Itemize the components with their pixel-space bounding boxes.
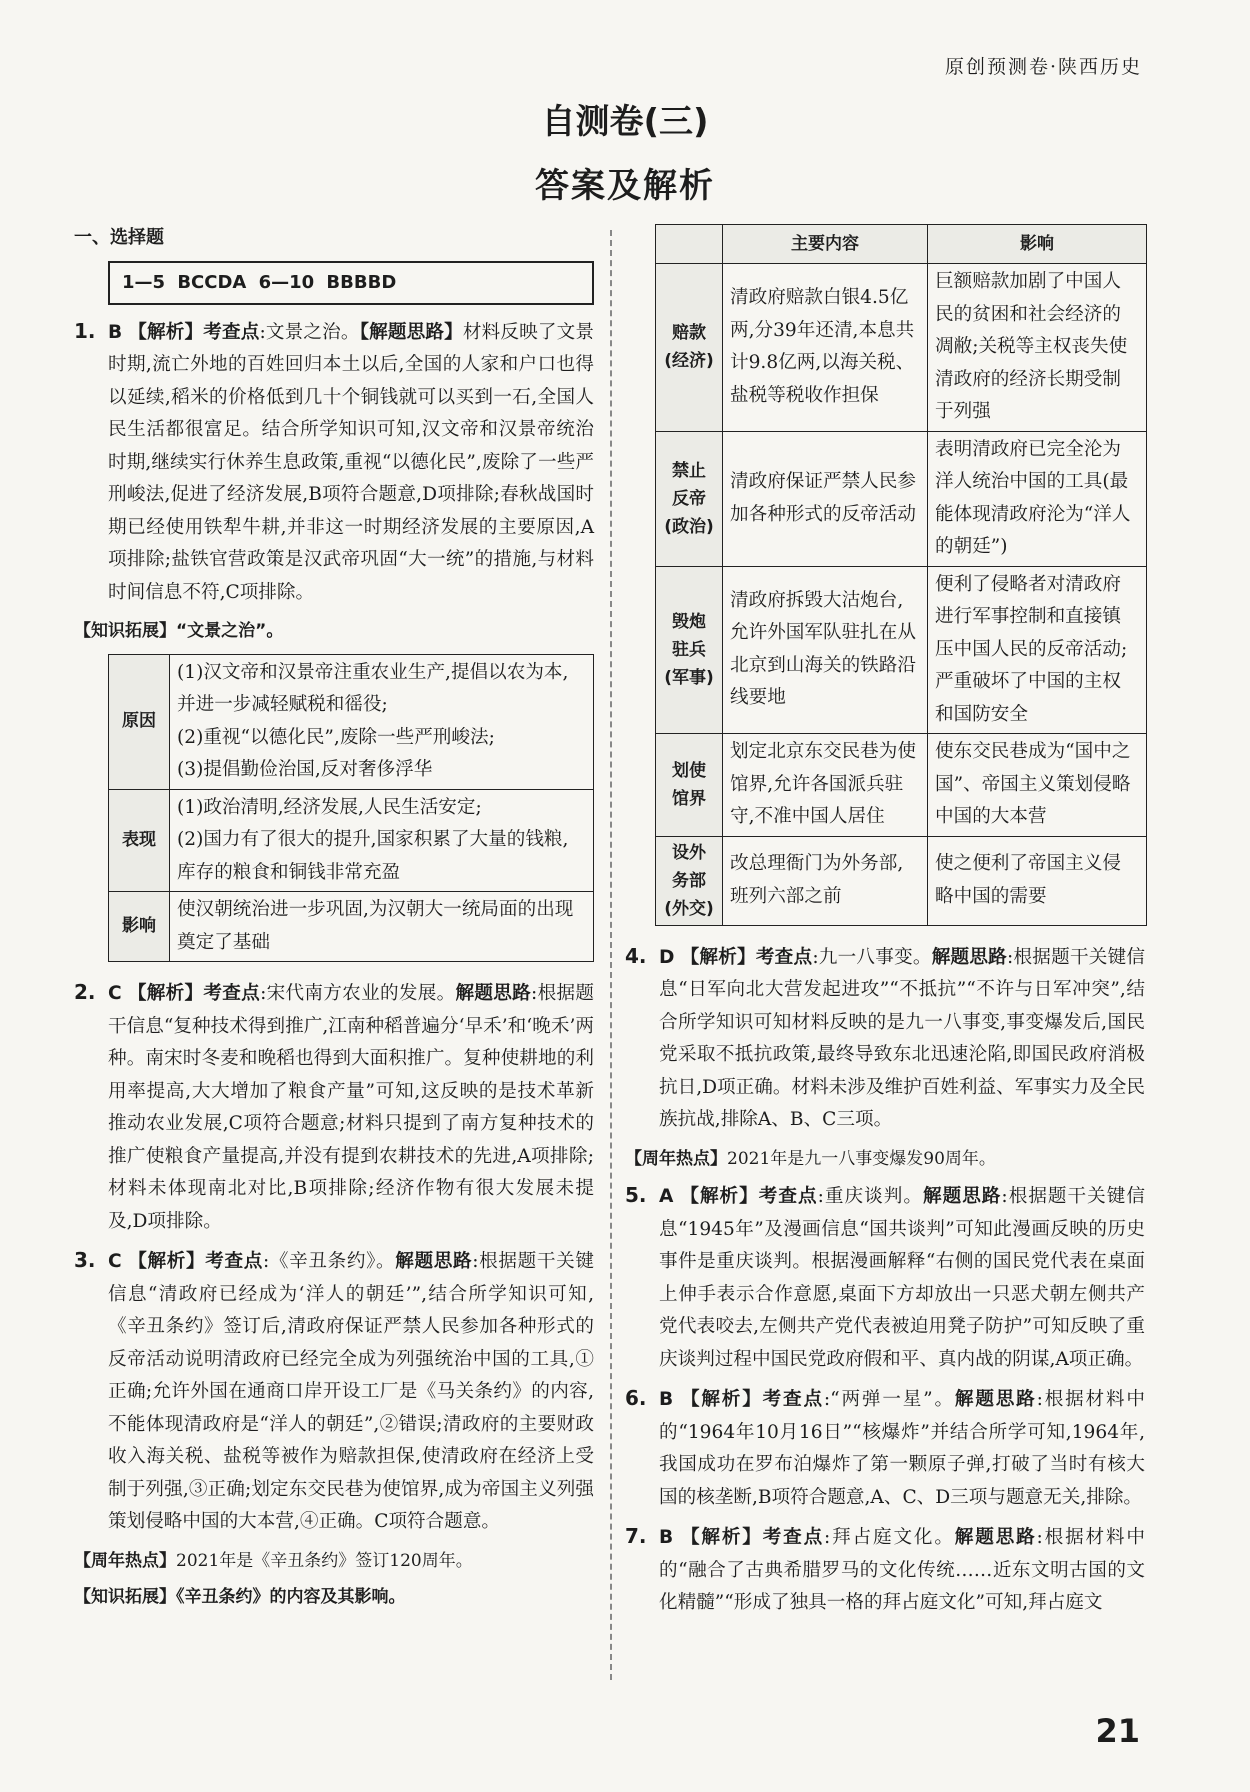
- extension-label: 【知识拓展】: [74, 621, 176, 641]
- anniversary-note: [74, 1545, 594, 1578]
- kaochadian-label: 考查点: [203, 321, 260, 343]
- question-number: 1.: [74, 318, 96, 343]
- column-divider: [610, 230, 612, 1680]
- sitlu-label: 解题思路: [455, 983, 532, 1004]
- row-content: 使汉朝统治进一步巩固,为汉朝大一统局面的出现奠定了基础: [170, 892, 594, 962]
- row-content: 清政府赔款白银4.5亿两,分39年还清,本息共计9.8亿两,以海关税、盐税等税收作担保: [723, 264, 928, 432]
- jiexi-label: 【解析】: [680, 1389, 763, 1410]
- question-1: [74, 315, 594, 610]
- question-number: 3.: [74, 1248, 96, 1272]
- sitlu-label: 【解题思路】: [359, 321, 463, 343]
- row-effect: 表明清政府已完全沦为洋人统治中国的工具(最能体现清政府沦为“洋人的朝廷”): [928, 431, 1147, 566]
- answer: B: [108, 321, 123, 343]
- test-point: :九一八事变。: [812, 946, 932, 968]
- row-effect: 使东交民巷成为“国中之国”、帝国主义策划侵略中国的大本营: [928, 734, 1147, 837]
- page-subtitle: 答案及解析: [535, 166, 715, 206]
- row-header: 影响: [109, 892, 170, 962]
- extension-text: 《辛丑条约》的内容及其影响。: [176, 1587, 406, 1607]
- answer: C: [108, 1251, 122, 1272]
- table-header-content: 主要内容: [723, 225, 928, 264]
- knowledge-extension: [74, 615, 594, 648]
- test-point: :《辛丑条约》。: [262, 1251, 396, 1272]
- anniversary-note: [625, 1143, 1145, 1176]
- row-effect: 巨额赔款加剧了中国人民的贫困和社会经济的凋敝;关税等主权丧失使清政府的经济长期受制于列强: [928, 264, 1147, 432]
- row-content: 划定北京东交民巷为使馆界,允许各国派兵驻守,不准中国人居住: [723, 734, 928, 837]
- explanation-text: :根据题干关键信息“日军向北大营发起进攻”“不抵抗”“不许与日军冲突”,结合所学知识可知材料反映的是九一八事变,事变爆发后,国民党采取不抵抗政策,最终导致东北迅速沦陷,即国民政府消极抗日,D项正确。材料未涉及维护百姓利益、军事实力及全民族抗战,排除A、B、C三项。: [659, 946, 1145, 1130]
- test-point: :宋代南方农业的发展。: [260, 983, 456, 1004]
- kaochadian-label: 考查点: [205, 1251, 263, 1272]
- kaochadian-label: 考查点: [762, 1389, 824, 1410]
- answer: A: [659, 1186, 674, 1207]
- hot-label: 【周年热点】: [625, 1148, 727, 1169]
- wenjing-table: [108, 654, 594, 963]
- explanation-text: :根据材料中的“融合了古典希腊罗马的文化传统……近东文明古国的文化精髓”“形成了独具一格的拜占庭文化”可知,拜占庭文: [659, 1527, 1145, 1613]
- right-column: [625, 224, 1145, 1626]
- hot-text: 2021年是九一八事变爆发90周年。: [727, 1148, 996, 1169]
- xinchou-table: [655, 224, 1147, 926]
- row-content: 改总理衙门为外务部,班列六部之前: [723, 836, 928, 925]
- hot-text: 2021年是《辛丑条约》签订120周年。: [176, 1550, 473, 1571]
- kaochadian-label: 考查点: [755, 946, 813, 968]
- test-point: :文景之治。: [259, 321, 360, 343]
- explanation-text: :根据题干关键信息“1945年”及漫画信息“国共谈判”可知此漫画反映的历史事件是重庆谈判。根据漫画解释“右侧的国民党代表在桌面上伸手表示合作意愿,桌面下方却放出一只恶犬朝左侧共产党代表咬去,左侧共产党代表被迫用凳子防护”可知反映了重庆谈判过程中国民党政府假和平、真内战的阴谋,A项正确。: [659, 1186, 1145, 1370]
- question-number: 4.: [625, 943, 647, 968]
- table-header-effect: 影响: [928, 225, 1147, 264]
- hot-label: 【周年热点】: [74, 1550, 176, 1571]
- sitlu-label: 解题思路: [395, 1251, 473, 1272]
- jiexi-label: 【解析】: [680, 1527, 763, 1548]
- table-row: [656, 264, 1147, 432]
- table-row: [109, 892, 594, 962]
- sitlu-label: 解题思路: [931, 946, 1007, 968]
- page-title: 自测卷(三): [541, 102, 709, 142]
- sitlu-label: 解题思路: [954, 1389, 1037, 1410]
- answer-key-box: 1—5 BCCDA 6—10 BBBBD: [108, 261, 594, 305]
- row-header: 原因: [109, 654, 170, 789]
- test-point: :拜占庭文化。: [824, 1527, 955, 1548]
- sitlu-label: 解题思路: [954, 1527, 1037, 1548]
- running-header: 原创预测卷·陕西历史: [944, 56, 1142, 78]
- sitlu-label: 解题思路: [922, 1186, 1002, 1207]
- table-row: [656, 734, 1147, 837]
- question-number: 7.: [625, 1524, 647, 1548]
- jiexi-label: 【解析】: [680, 946, 756, 968]
- knowledge-extension: [74, 1581, 594, 1614]
- table-row: [109, 789, 594, 892]
- test-point: :重庆谈判。: [817, 1186, 923, 1207]
- table-row: [656, 431, 1147, 566]
- table-row: [656, 566, 1147, 734]
- left-column: [74, 222, 594, 1618]
- question-3: [74, 1244, 594, 1539]
- question-number: 5.: [625, 1183, 647, 1207]
- answer: D: [659, 946, 675, 968]
- explanation-text: 材料反映了文景时期,流亡外地的百姓回归本土以后,全国的人家和户口也得以延续,稻米的价格低到几十个铜钱就可以买到一石,全国人民生活都很富足。结合所学知识可知,汉文帝和汉景帝统治时期,继续实行休养生息政策,重视“以德化民”,废除了一些严刑峻法,促进了经济发展,B项符合题意,D项排除;春秋战国时期已经使用铁犁牛耕,并非这一时期经济发展的主要原因,A项排除;盐铁官营政策是汉武帝巩固“大一统”的措施,与材料时间信息不符,C项排除。: [108, 321, 594, 603]
- page-number: 21: [1095, 1712, 1140, 1750]
- question-5: [625, 1179, 1145, 1376]
- explanation-text: :根据题干关键信息“清政府已经成为‘洋人的朝廷’”,结合所学知识可知,《辛丑条约》签订后,清政府保证严禁人民参加各种形式的反帝活动说明清政府已经完全成为列强统治中国的工具,①正确;允许外国在通商口岸开设工厂是《马关条约》的内容,不能体现清政府是“洋人的朝廷”,②错误;清政府的主要财政收入海关税、盐税等被作为赔款担保,使清政府在经济上受制于列强,③正确;划定东交民巷为使馆界,成为帝国主义列强策划侵略中国的大本营,④正确。C项符合题意。: [108, 1251, 594, 1532]
- row-content: 清政府保证严禁人民参加各种形式的反帝活动: [723, 431, 928, 566]
- table-corner: [656, 225, 723, 264]
- table-row: [656, 836, 1147, 925]
- answer: B: [659, 1527, 674, 1548]
- row-header: 划使 馆界: [656, 734, 723, 837]
- question-7: [625, 1520, 1145, 1620]
- jiexi-label: 【解析】: [128, 321, 204, 343]
- jiexi-label: 【解析】: [680, 1186, 759, 1207]
- question-2: [74, 976, 594, 1238]
- extension-text: “文景之治”。: [176, 621, 284, 641]
- table-row: [109, 654, 594, 789]
- test-point: :“两弹一星”。: [823, 1389, 955, 1410]
- row-header: 表现: [109, 789, 170, 892]
- answer: C: [108, 983, 122, 1004]
- extension-label: 【知识拓展】: [74, 1587, 176, 1607]
- kaochadian-label: 考查点: [758, 1186, 818, 1207]
- row-content: (1)政治清明,经济发展,人民生活安定; (2)国力有了很大的提升,国家积累了大量的钱粮,库存的粮食和铜钱非常充盈: [170, 789, 594, 892]
- question-6: [625, 1382, 1145, 1514]
- question-number: 6.: [625, 1386, 647, 1410]
- row-header: 赔款 (经济): [656, 264, 723, 432]
- jiexi-label: 【解析】: [127, 983, 204, 1004]
- row-effect: 使之便利了帝国主义侵略中国的需要: [928, 836, 1147, 925]
- row-header: 毁炮 驻兵 (军事): [656, 566, 723, 734]
- kaochadian-label: 考查点: [762, 1527, 825, 1548]
- kaochadian-label: 考查点: [203, 983, 261, 1004]
- row-header: 设外 务部 (外交): [656, 836, 723, 925]
- question-number: 2.: [74, 980, 96, 1004]
- row-header: 禁止 反帝 (政治): [656, 431, 723, 566]
- explanation-text: :根据材料中的“1964年10月16日”“核爆炸”并结合所学可知,1964年,我国成功在罗布泊爆炸了第一颗原子弹,打破了当时有核大国的核垄断,B项符合题意,A、C、D三项与题意无关,排除。: [659, 1389, 1145, 1508]
- jiexi-label: 【解析】: [128, 1251, 206, 1272]
- row-content: (1)汉文帝和汉景帝注重农业生产,提倡以农为本,并进一步减轻赋税和徭役; (2)重视“以德化民”,废除一些严刑峻法; (3)提倡勤俭治国,反对奢侈浮华: [170, 654, 594, 789]
- explanation-text: :根据题干信息“复种技术得到推广,江南种稻普遍分‘早禾’和‘晚禾’两种。南宋时冬麦和晚稻也得到大面积推广。复种使耕地的利用率提高,大大增加了粮食产量”可知,这反映的是技术革新推动农业发展,C项符合题意;材料只提到了南方复种技术的推广使粮食产量提高,并没有提到农耕技术的先进,A项排除;材料未体现南北对比,B项排除;经济作物有很大发展未提及,D项排除。: [108, 983, 594, 1232]
- question-4: [625, 940, 1145, 1137]
- answer: B: [659, 1389, 674, 1410]
- row-content: 清政府拆毁大沽炮台,允许外国军队驻扎在从北京到山海关的铁路沿线要地: [723, 566, 928, 734]
- section-title: 一、选择题: [74, 227, 164, 248]
- row-effect: 便利了侵略者对清政府进行军事控制和直接镇压中国人民的反帝活动;严重破坏了中国的主权和国防安全: [928, 566, 1147, 734]
